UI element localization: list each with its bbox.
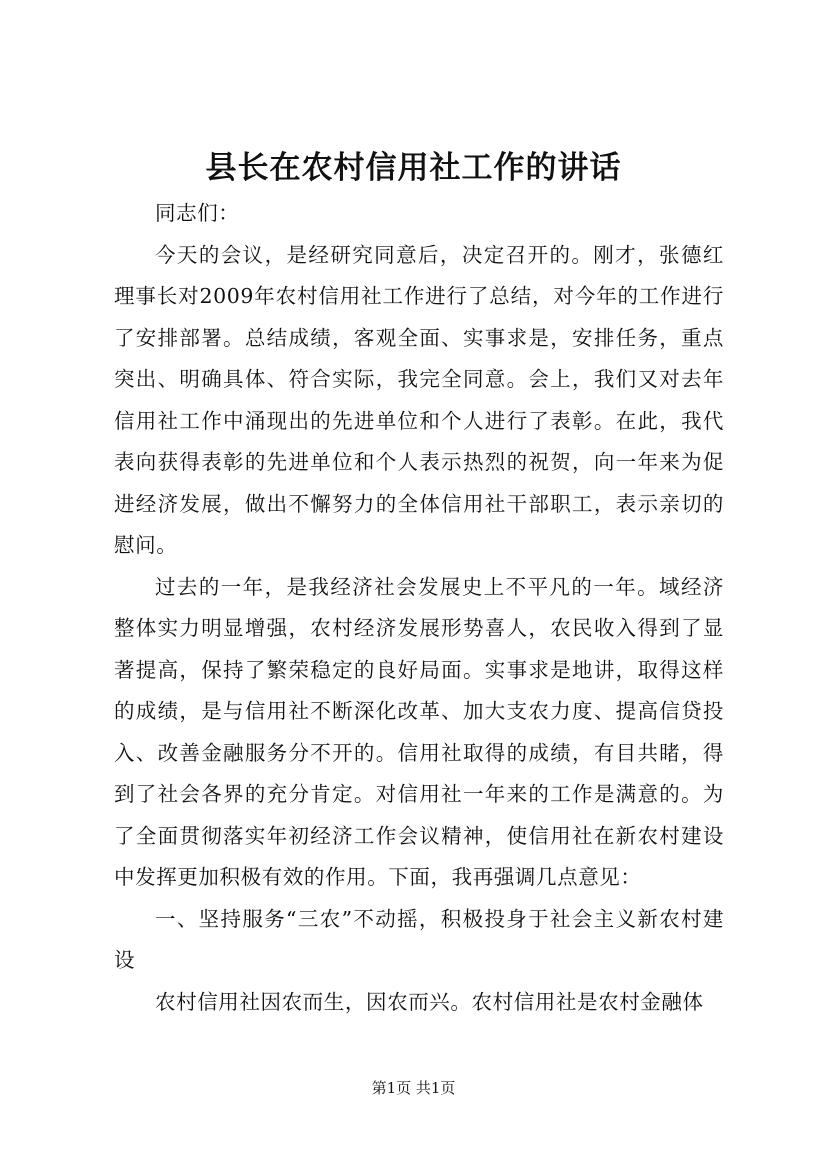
document-body <box>114 193 724 1023</box>
salutation-paragraph: 同志们： <box>155 201 240 225</box>
body-paragraph: 过去的一年，是我经济社会发展史上不平凡的一年。域经济整体实力明显增强，农村经济发展形势喜人，农民收入得到了显著提高，保持了繁荣稳定的良好局面。实事求是地讲，取得这样的成绩，是与信用社不断深化改革、加大支农力度、提高信贷投入、改善金融服务分不开的。信用社取得的成绩，有目共睹，得到了社会各界的充分肯定。对信用社一年来的工作是满意的。为了全面贯彻落实年初经济工作会议精神，使信用社在新农村建设中发挥更加积极有效的作用。下面，我再强调几点意见： <box>114 574 724 889</box>
body-paragraph: 今天的会议，是经研究同意后，决定召开的。刚才，张德红理事长对2009年农村信用社工作进行了总结，对今年的工作进行了安排部署。总结成绩，客观全面、实事求是，安排任务，重点突出、明确具体、符合实际，我完全同意。会上，我们又对去年信用社工作中涌现出的先进单位和个人进行了表彰。在此，我代表向获得表彰的先进单位和个人表示热烈的祝贺，向一年来为促进经济发展，做出不懈努力的全体信用社干部职工，表示亲切的慰问。 <box>114 242 724 557</box>
body-paragraph: 农村信用社因农而生，因农而兴。农村信用社是农村金融体 <box>155 989 704 1014</box>
page-number-footer: 第1页 共1页 <box>371 1079 456 1097</box>
document-title: 县长在农村信用社工作的讲话 <box>205 150 622 186</box>
section-heading: 一、坚持服务“三农”不动摇，积极投身于社会主义新农村建设 <box>114 906 724 972</box>
